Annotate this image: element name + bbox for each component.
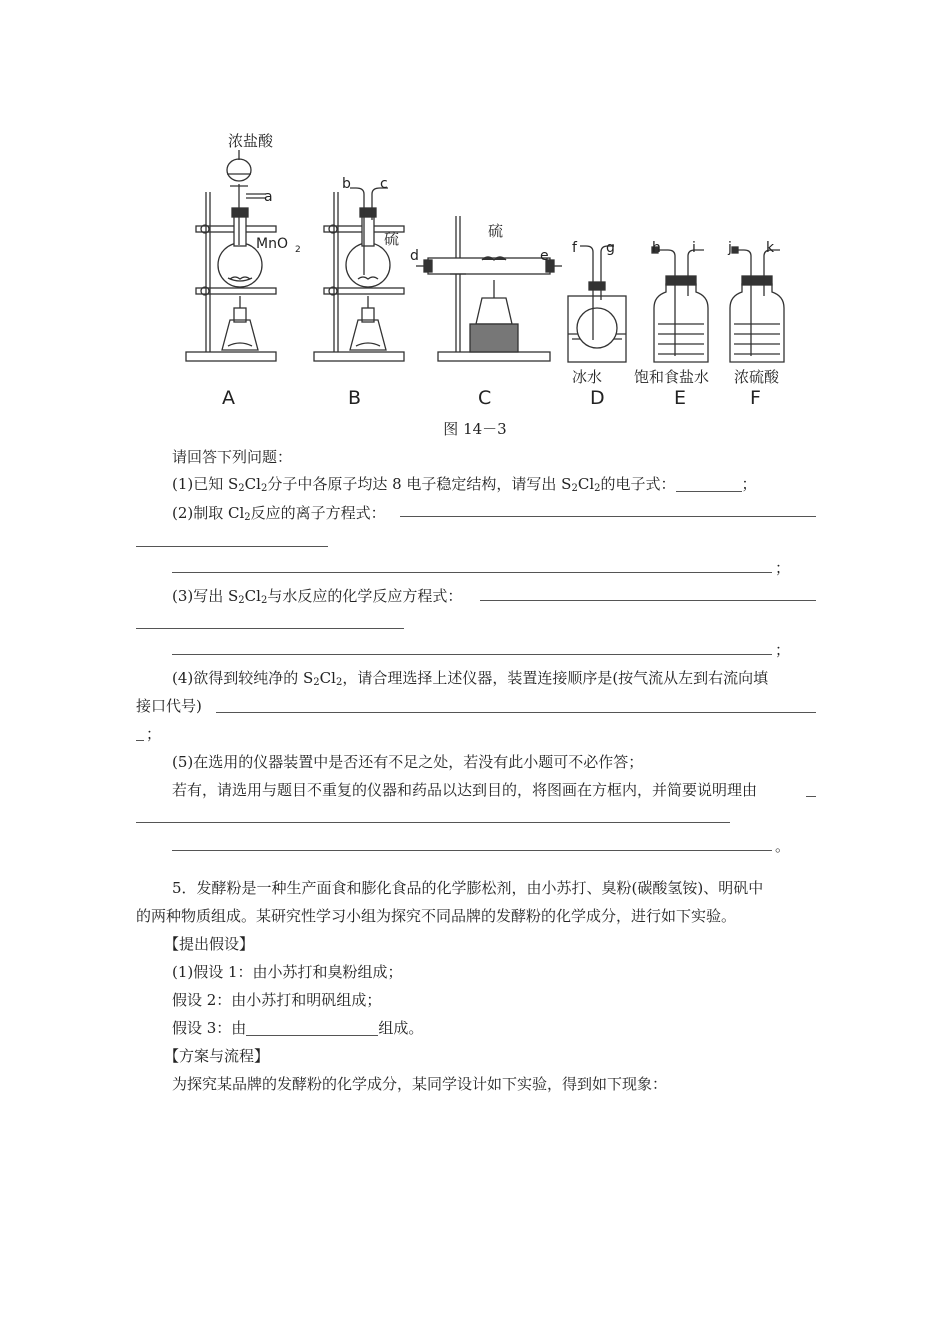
letter-B: B xyxy=(348,387,362,409)
apparatus-F xyxy=(730,247,784,362)
apparatus-B xyxy=(314,188,404,361)
q5-hypothesis-2: 假设 2：由小苏打和明矾组成； xyxy=(172,991,382,1009)
label-E-port2: i xyxy=(692,240,696,256)
apparatus-E xyxy=(652,247,708,362)
label-B-port1: b xyxy=(342,176,351,192)
label-C-port1: d xyxy=(410,248,419,264)
label-F-port1: j xyxy=(728,240,732,256)
label-B-port2: c xyxy=(380,176,388,192)
label-D-liquid: 冰水 xyxy=(572,368,603,386)
label-C-port2: e xyxy=(540,248,549,264)
q4-part3: (3)写出 $S_2Cl_2$与水反应的化学反应方程式： xyxy=(172,587,463,606)
figure-caption: 图 14－3 xyxy=(443,420,507,438)
answer-line-2b[interactable] xyxy=(136,546,328,547)
letter-E: E xyxy=(674,387,687,409)
answer-line-2c[interactable] xyxy=(172,572,772,573)
q4-part4-end: ； xyxy=(146,725,162,743)
answer-line-3a[interactable] xyxy=(480,600,816,601)
q4-intro: 请回答下列问题： xyxy=(172,448,293,466)
label-A-reagent: MnO xyxy=(256,236,288,252)
q4-part2-end: ； xyxy=(775,559,791,577)
label-D-port2: g xyxy=(606,240,615,256)
q5-flow-intro: 为探究某品牌的发酵粉的化学成分，某同学设计如下实验，得到如下现象： xyxy=(172,1075,668,1093)
q5-para-1: 5．发酵粉是一种生产面食和膨化食品的化学膨松剂，由小苏打、臭粉(碳酸氢铵)、明矾中 xyxy=(172,879,764,897)
q4-part1: (1)已知 $S_2Cl_2$分子中各原子均达 8 电子稳定结构，请写出 $S_2Cl_2$的电子式： ； xyxy=(172,475,757,494)
q5-para-2: 的两种物质组成。某研究性学习小组为探究不同品牌的发酵粉的化学成分，进行如下实验。 xyxy=(136,907,737,925)
label-C-reagent: 硫 xyxy=(488,222,504,240)
letter-C: C xyxy=(478,387,492,409)
label-E-port1: h xyxy=(652,240,661,256)
q5-hypothesis-1: (1)假设 1：由小苏打和臭粉组成； xyxy=(172,963,403,981)
answer-line-3b[interactable] xyxy=(136,628,404,629)
answer-line-4a[interactable] xyxy=(216,712,816,713)
q4-part4-b: 接口代号) xyxy=(136,697,202,715)
q4-part4: (4)欲得到较纯净的 $S_2Cl_2$，请合理选择上述仪器，装置连接顺序是(按气流从左到右流向填 xyxy=(172,669,769,688)
apparatus-A xyxy=(186,150,276,361)
label-A-port: a xyxy=(264,189,273,205)
q4-part5-end: 。 xyxy=(775,837,791,855)
label-A-top: 浓盐酸 xyxy=(228,132,274,150)
label-F-port2: k xyxy=(766,240,775,256)
label-B-reagent: 硫 xyxy=(384,230,400,248)
letter-D: D xyxy=(590,387,605,409)
q4-part2: (2)制取 $Cl_2$反应的离子方程式： xyxy=(172,504,386,523)
apparatus-D xyxy=(568,246,626,362)
answer-blank-hyp3[interactable] xyxy=(246,1021,378,1036)
letter-F: F xyxy=(750,387,761,409)
q4-part5: (5)在选用的仪器装置中是否还有不足之处，若没有此小题可不必作答； xyxy=(172,753,644,771)
q4-part5-b: 若有，请选用与题目不重复的仪器和药品以达到目的，将图画在方框内，并简要说明理由 xyxy=(172,781,758,799)
label-D-port1: f xyxy=(572,240,577,256)
answer-line-3c[interactable] xyxy=(172,654,772,655)
answer-blank-1[interactable] xyxy=(676,477,742,492)
apparatus-figure xyxy=(170,120,810,415)
answer-line-2a[interactable] xyxy=(400,516,816,517)
q5-heading-hypothesis: 【提出假设】 xyxy=(164,935,255,953)
answer-line-4b[interactable] xyxy=(136,740,144,741)
q5-heading-plan: 【方案与流程】 xyxy=(164,1047,270,1065)
answer-line-5b[interactable] xyxy=(136,822,730,823)
answer-line-5a[interactable] xyxy=(806,796,816,797)
label-E-liquid: 饱和食盐水 xyxy=(634,368,710,386)
q5-hypothesis-3: 假设 3：由 组成。 xyxy=(172,1019,424,1037)
q4-part3-end: ； xyxy=(775,641,791,659)
label-A-reagent-sub: 2 xyxy=(295,245,301,255)
label-F-liquid: 浓硫酸 xyxy=(734,368,780,386)
letter-A: A xyxy=(222,387,235,409)
answer-line-5c[interactable] xyxy=(172,850,772,851)
